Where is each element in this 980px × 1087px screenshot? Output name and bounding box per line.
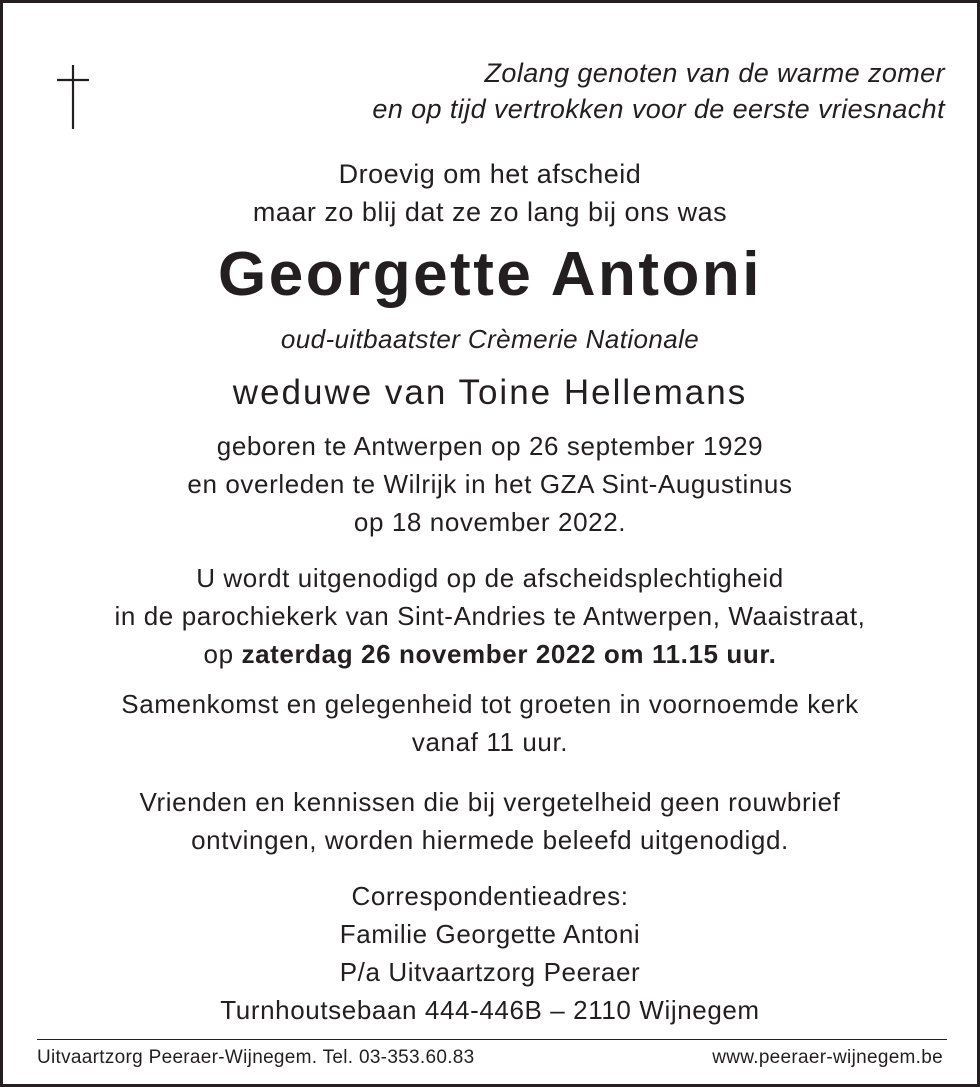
dates-line-3: op 18 november 2022. — [353, 507, 627, 537]
gathering — [3, 685, 977, 761]
intro-line-2: maar zo blij dat ze zo lang bij ons was — [252, 197, 728, 227]
cross-icon — [55, 63, 91, 131]
ceremony-line-3 — [3, 635, 977, 673]
ceremony-line-2: in de parochiekerk van Sint-Andries te Antwerpen, Waaistraat, — [114, 601, 866, 631]
intro-line-1: Droevig om het afscheid — [338, 159, 642, 189]
motto — [372, 55, 945, 127]
motto-line-2: en op tijd vertrokken voor de eerste vriesnacht — [372, 94, 945, 124]
address-line-2: P/a Uitvaartzorg Peeraer — [339, 957, 641, 987]
deceased-name: Georgette Antoni — [217, 240, 763, 309]
ceremony — [3, 559, 977, 673]
footer-website: www.peeraer-wijnegem.be — [712, 1047, 943, 1068]
invitation — [3, 783, 977, 859]
ceremony-line-3-prefix: op — [203, 639, 234, 669]
address-line-3: Turnhoutsebaan 444-446B – 2110 Wijnegem — [220, 995, 760, 1025]
intro — [3, 155, 977, 231]
dates — [3, 427, 977, 541]
invite-line-2: ontvingen, worden hiermede beleefd uitgenodigd. — [191, 825, 789, 855]
ceremony-line-1: U wordt uitgenodigd op de afscheidsplechtigheid — [196, 563, 784, 593]
correspondence-address — [3, 877, 977, 1029]
motto-line-1: Zolang genoten van de warme zomer — [484, 58, 945, 88]
gathering-line-2: vanaf 11 uur. — [411, 727, 569, 757]
ceremony-datetime: zaterdag 26 november 2022 om 11.15 uur. — [241, 639, 777, 669]
invite-line-1: Vrienden en kennissen die bij vergetelheid geen rouwbrief — [139, 787, 841, 817]
deceased-role: oud-uitbaatster Crèmerie Nationale — [280, 324, 700, 354]
dates-line-2: en overleden te Wilrijk in het GZA Sint-Augustinus — [187, 469, 793, 499]
address-heading: Correspondentieadres: — [351, 881, 629, 911]
address-line-1: Familie Georgette Antoni — [339, 919, 641, 949]
dates-line-1: geboren te Antwerpen op 26 september 1929 — [216, 431, 764, 461]
footer-divider — [37, 1039, 947, 1040]
footer-funeral-home: Uitvaartzorg Peeraer-Wijnegem. Tel. 03-353.60.83 — [37, 1047, 475, 1068]
widow-of: weduwe van Toine Hellemans — [232, 373, 748, 412]
gathering-line-1: Samenkomst en gelegenheid tot groeten in voornoemde kerk — [121, 689, 859, 719]
